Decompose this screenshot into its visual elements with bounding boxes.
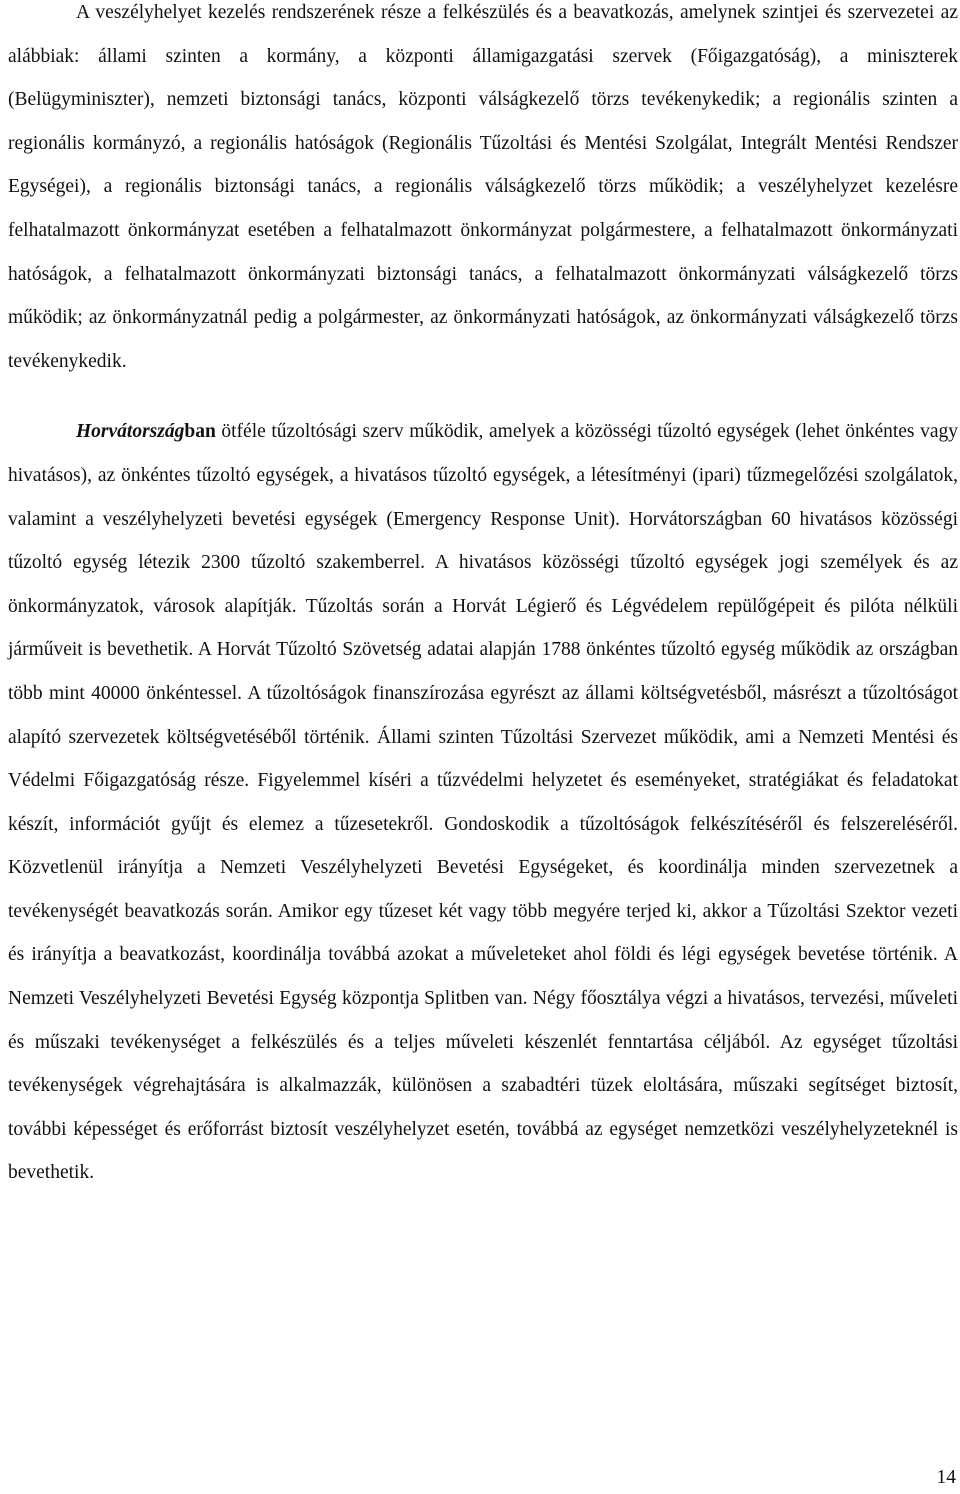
paragraph-lead-country: Horvátország xyxy=(76,421,185,443)
paragraph-text: ötféle tűzoltósági szerv működik, amelyek a közösségi tűzoltó egységek (lehet önkéntes vagy hivatásos), az önkéntes tűzoltó egységek, a hivatásos tűzoltó egységek, a létesítményi (ipari) tűzmegelőzési szolgálatok, valamint a veszélyhelyzeti bevetési egységek (Emergency Response Unit). Horvátországban 60 hivatásos közösségi tűzoltó egység létezik 2300 tűzoltó szakemberrel. A hivatásos közösségi tűzoltó egységek jogi személyek és az önkormányzatok, városok alapítják. Tűzoltás során a Horvát Légierő és Légvédelem repülőgépeit és pilóta nélküli járműveit is bevethetik. A Horvát Tűzoltó Szövetség adatai alapján 1788 önkéntes tűzoltó egység működik az országban több mint 40000 önkéntessel. A tűzoltóságok finanszírozása egyrészt az állami költségvetésből, másrészt a tűzoltóságot alapító szervezetek költségvetéséből történik. Állami szinten Tűzoltási Szervezet működik, ami a Nemzeti Mentési és Védelmi Főigazgatóság része. Figyelemmel kíséri a tűzvédelmi helyzetet és eseményeket, stratégiákat és feladatokat készít, információt gyűjt és elemez a tűzesetekről. Gondoskodik a tűzoltóságok felkészítéséről és felszereléséről. Közvetlenül irányítja a Nemzeti Veszélyhelyzeti Bevetési Egységeket, és koordinálja minden szervezetnek a tevékenységét beavatkozás során. Amikor egy tűzeset két vagy több megyére terjed ki, akkor a Tűzoltási Szektor vezeti és irányítja a beavatkozást, koordinálja továbbá azokat a műveleteket ahol földi és légi egységek bevetése történik. A Nemzeti Veszélyhelyzeti Bevetési Egység központja Splitben van. Négy főosztálya végzi a hivatásos, tervezési, műveleti és műszaki tevékenységet a felkészülés és a teljes műveleti készenlét fenntartása céljából. Az egységet tűzoltási tevékenységek végrehajtására is alkalmazzák, különösen a szabadtéri tüzek eloltására, műszaki segítséget biztosít, további képességet és erőforrást biztosít veszélyhelyzet esetén, továbbá az egységet nemzetközi veszélyhelyzeteknél is bevethetik. xyxy=(8,421,958,1184)
paragraph-state-levels xyxy=(8,0,958,383)
paragraph-lead-suffix: ban xyxy=(184,421,216,443)
paragraph-text: A veszélyhelyet kezelés rendszerének része a felkészülés és a beavatkozás, amelynek szintjei és szervezetei az alábbiak: állami szinten a kormány, a központi államigazgatási szervek (Főigazgatóság), a miniszterek (Belügyminiszter), nemzeti biztonsági tanács, központi válságkezelő törzs tevékenykedik; a regionális szinten a regionális kormányzó, a regionális hatóságok (Regionális Tűzoltási és Mentési Szolgálat, Integrált Mentési Rendszer Egységei), a regionális biztonsági tanács, a regionális válságkezelő törzs működik; a veszélyhelyzet kezelésre felhatalmazott önkormányzat esetében a felhatalmazott önkormányzat polgármestere, a felhatalmazott önkormányzati hatóságok, a felhatalmazott önkormányzati biztonsági tanács, a felhatalmazott önkormányzati válságkezelő törzs működik; az önkormányzatnál pedig a polgármester, az önkormányzati hatóságok, az önkormányzati válságkezelő törzs tevékenykedik. xyxy=(8,2,958,372)
page-number: 14 xyxy=(936,1467,956,1488)
document-body xyxy=(8,0,958,1195)
paragraph-croatia xyxy=(8,410,958,1195)
